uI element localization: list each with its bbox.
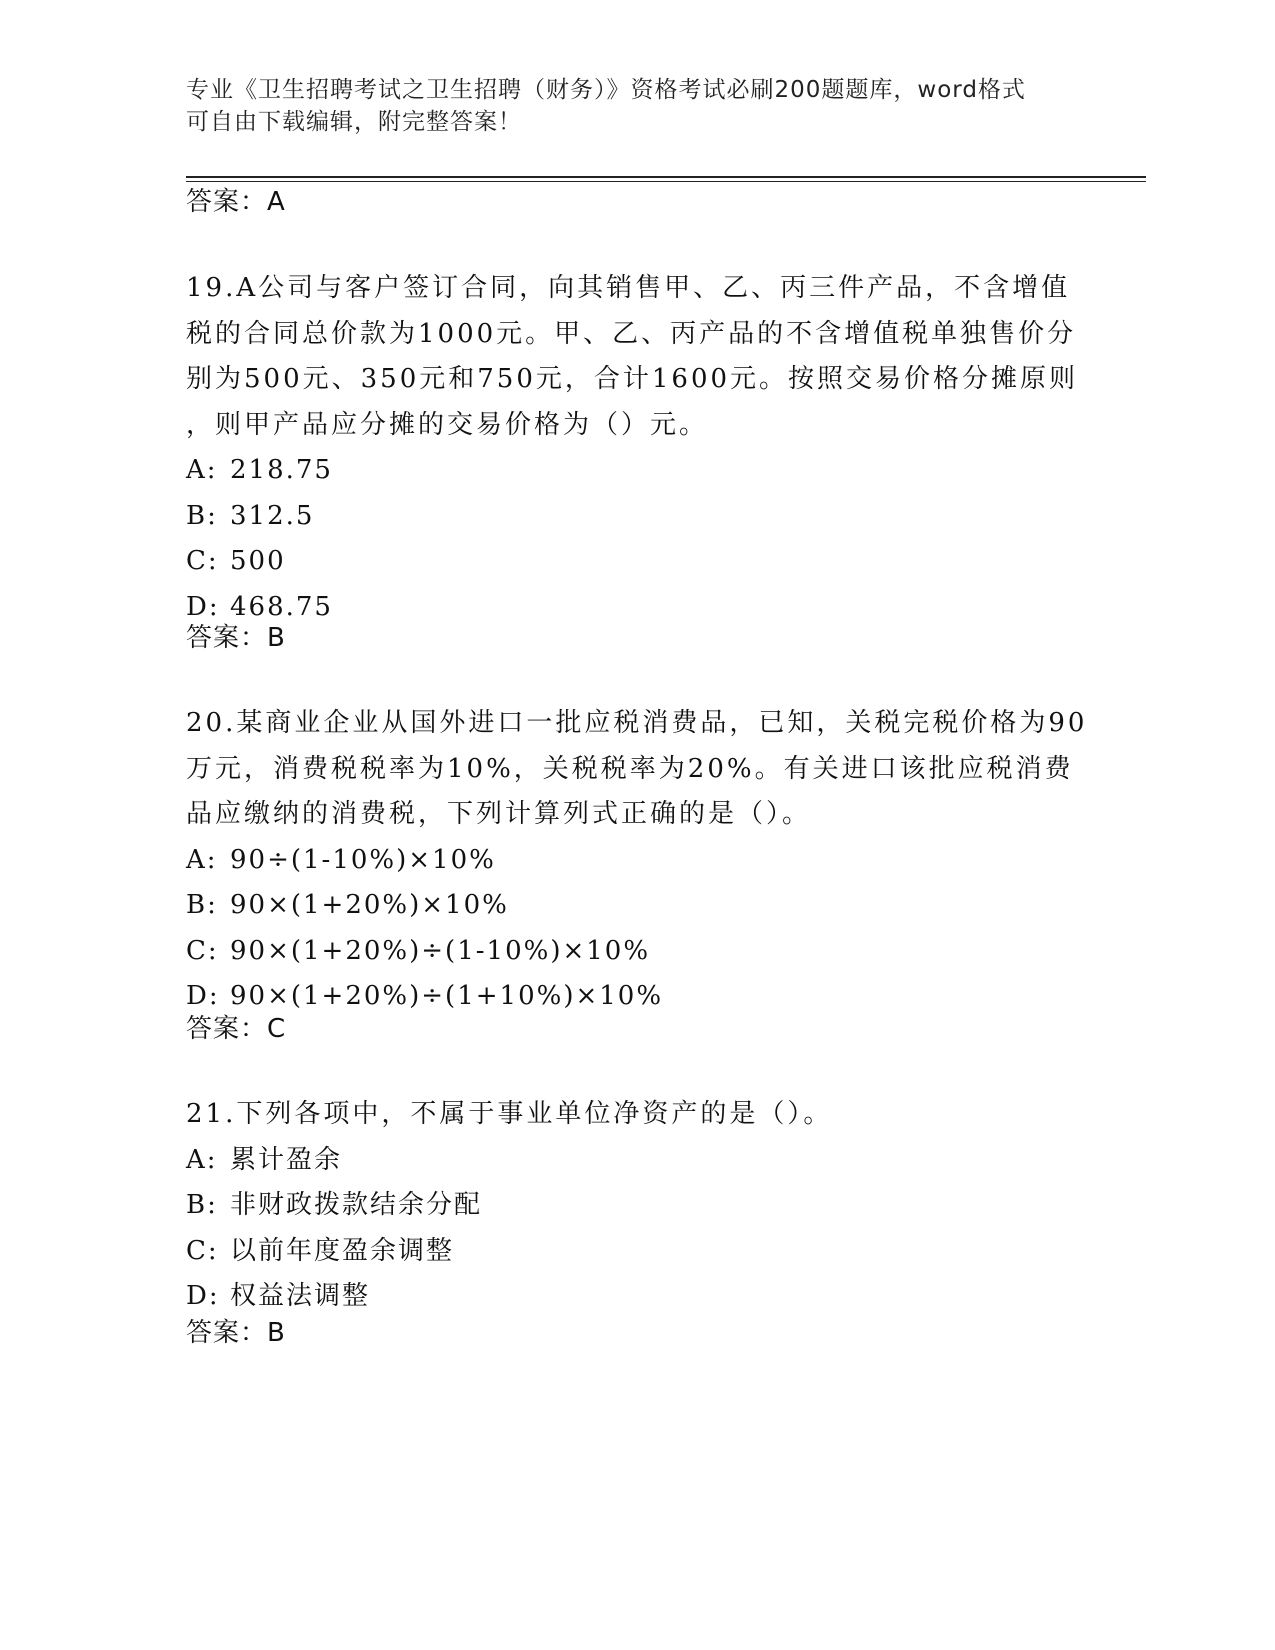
stem-line: 20.某商业企业从国外进口一批应税消费品，已知，关税完税价格为90: [186, 708, 1088, 738]
stem-line: 19.A公司与客户签订合同，向其销售甲、乙、丙三件产品，不含增值: [186, 273, 1071, 303]
option-text: 90×(1+20%)÷(1+10%)×10%: [230, 981, 664, 1011]
header-line-2: 可自由下载编辑，附完整答案！: [186, 109, 522, 135]
option-text: 90×(1+20%)×10%: [230, 890, 509, 920]
question-stem: [186, 266, 1086, 448]
stem-line: 品应缴纳的消费税，下列计算列式正确的是（）。: [186, 799, 812, 829]
option-text: 468.75: [230, 591, 333, 622]
stem-line: 万元，消费税税率为10%，关税税率为20%。有关进口该批应税消费: [186, 753, 1074, 784]
option-d: [186, 974, 1086, 1020]
option-letter: B:: [186, 1190, 218, 1220]
option-letter: C:: [186, 935, 219, 966]
stem-line: ，则甲产品应分摊的交易价格为（）元。: [186, 409, 709, 440]
answer-19: 答案：B: [186, 623, 286, 653]
answer-20: 答案：C: [186, 1014, 287, 1044]
option-text: 以前年度盈余调整: [230, 1235, 455, 1266]
option-text: 非财政拨款结余分配: [230, 1190, 483, 1220]
option-c: [186, 929, 1086, 975]
option-a: [186, 448, 1086, 494]
option-letter: B:: [186, 890, 218, 920]
option-b: [186, 1183, 1086, 1229]
option-b: [186, 883, 1086, 929]
page-header: [186, 74, 1086, 138]
question-19: [186, 266, 1086, 630]
stem-line: 21.下列各项中，不属于事业单位净资产的是（）。: [186, 1099, 833, 1129]
option-text: 90×(1+20%)÷(1-10%)×10%: [230, 935, 651, 966]
option-letter: A:: [186, 1144, 218, 1175]
option-letter: D:: [186, 591, 220, 622]
option-c: [186, 539, 1086, 585]
header-rule-thin: [186, 181, 1146, 182]
option-letter: D:: [186, 1281, 220, 1311]
option-letter: B:: [186, 500, 218, 531]
stem-line: 别为500元、350元和750元，合计1600元。按照交易价格分摊原则: [186, 364, 1079, 394]
answer-21: 答案：B: [186, 1318, 286, 1348]
option-letter: A:: [186, 844, 218, 875]
option-letter: D:: [186, 981, 220, 1011]
option-text: 218.75: [230, 455, 333, 485]
option-text: 500: [230, 546, 286, 576]
header-line-1: 专业《卫生招聘考试之卫生招聘（财务）》资格考试必刷200题题库，word格式: [186, 77, 1026, 103]
option-b: [186, 494, 1086, 540]
option-d: [186, 585, 1086, 631]
option-text: 312.5: [230, 500, 315, 531]
option-d: [186, 1274, 1086, 1320]
option-letter: C:: [186, 546, 219, 576]
option-letter: C:: [186, 1235, 219, 1266]
question-stem: [186, 1092, 1086, 1138]
stem-line: 税的合同总价款为1000元。甲、乙、丙产品的不含增值税单独售价分: [186, 318, 1077, 349]
header-rule-thick: [186, 176, 1146, 178]
option-a: [186, 1138, 1086, 1184]
question-stem: [186, 701, 1086, 838]
question-20: [186, 701, 1086, 1020]
option-a: [186, 838, 1086, 884]
option-text: 90÷(1-10%)×10%: [230, 844, 496, 875]
previous-answer: 答案：A: [186, 187, 286, 217]
option-text: 权益法调整: [230, 1281, 371, 1311]
question-21: [186, 1092, 1086, 1320]
option-text: 累计盈余: [230, 1144, 343, 1175]
option-letter: A:: [186, 455, 218, 485]
option-c: [186, 1229, 1086, 1275]
